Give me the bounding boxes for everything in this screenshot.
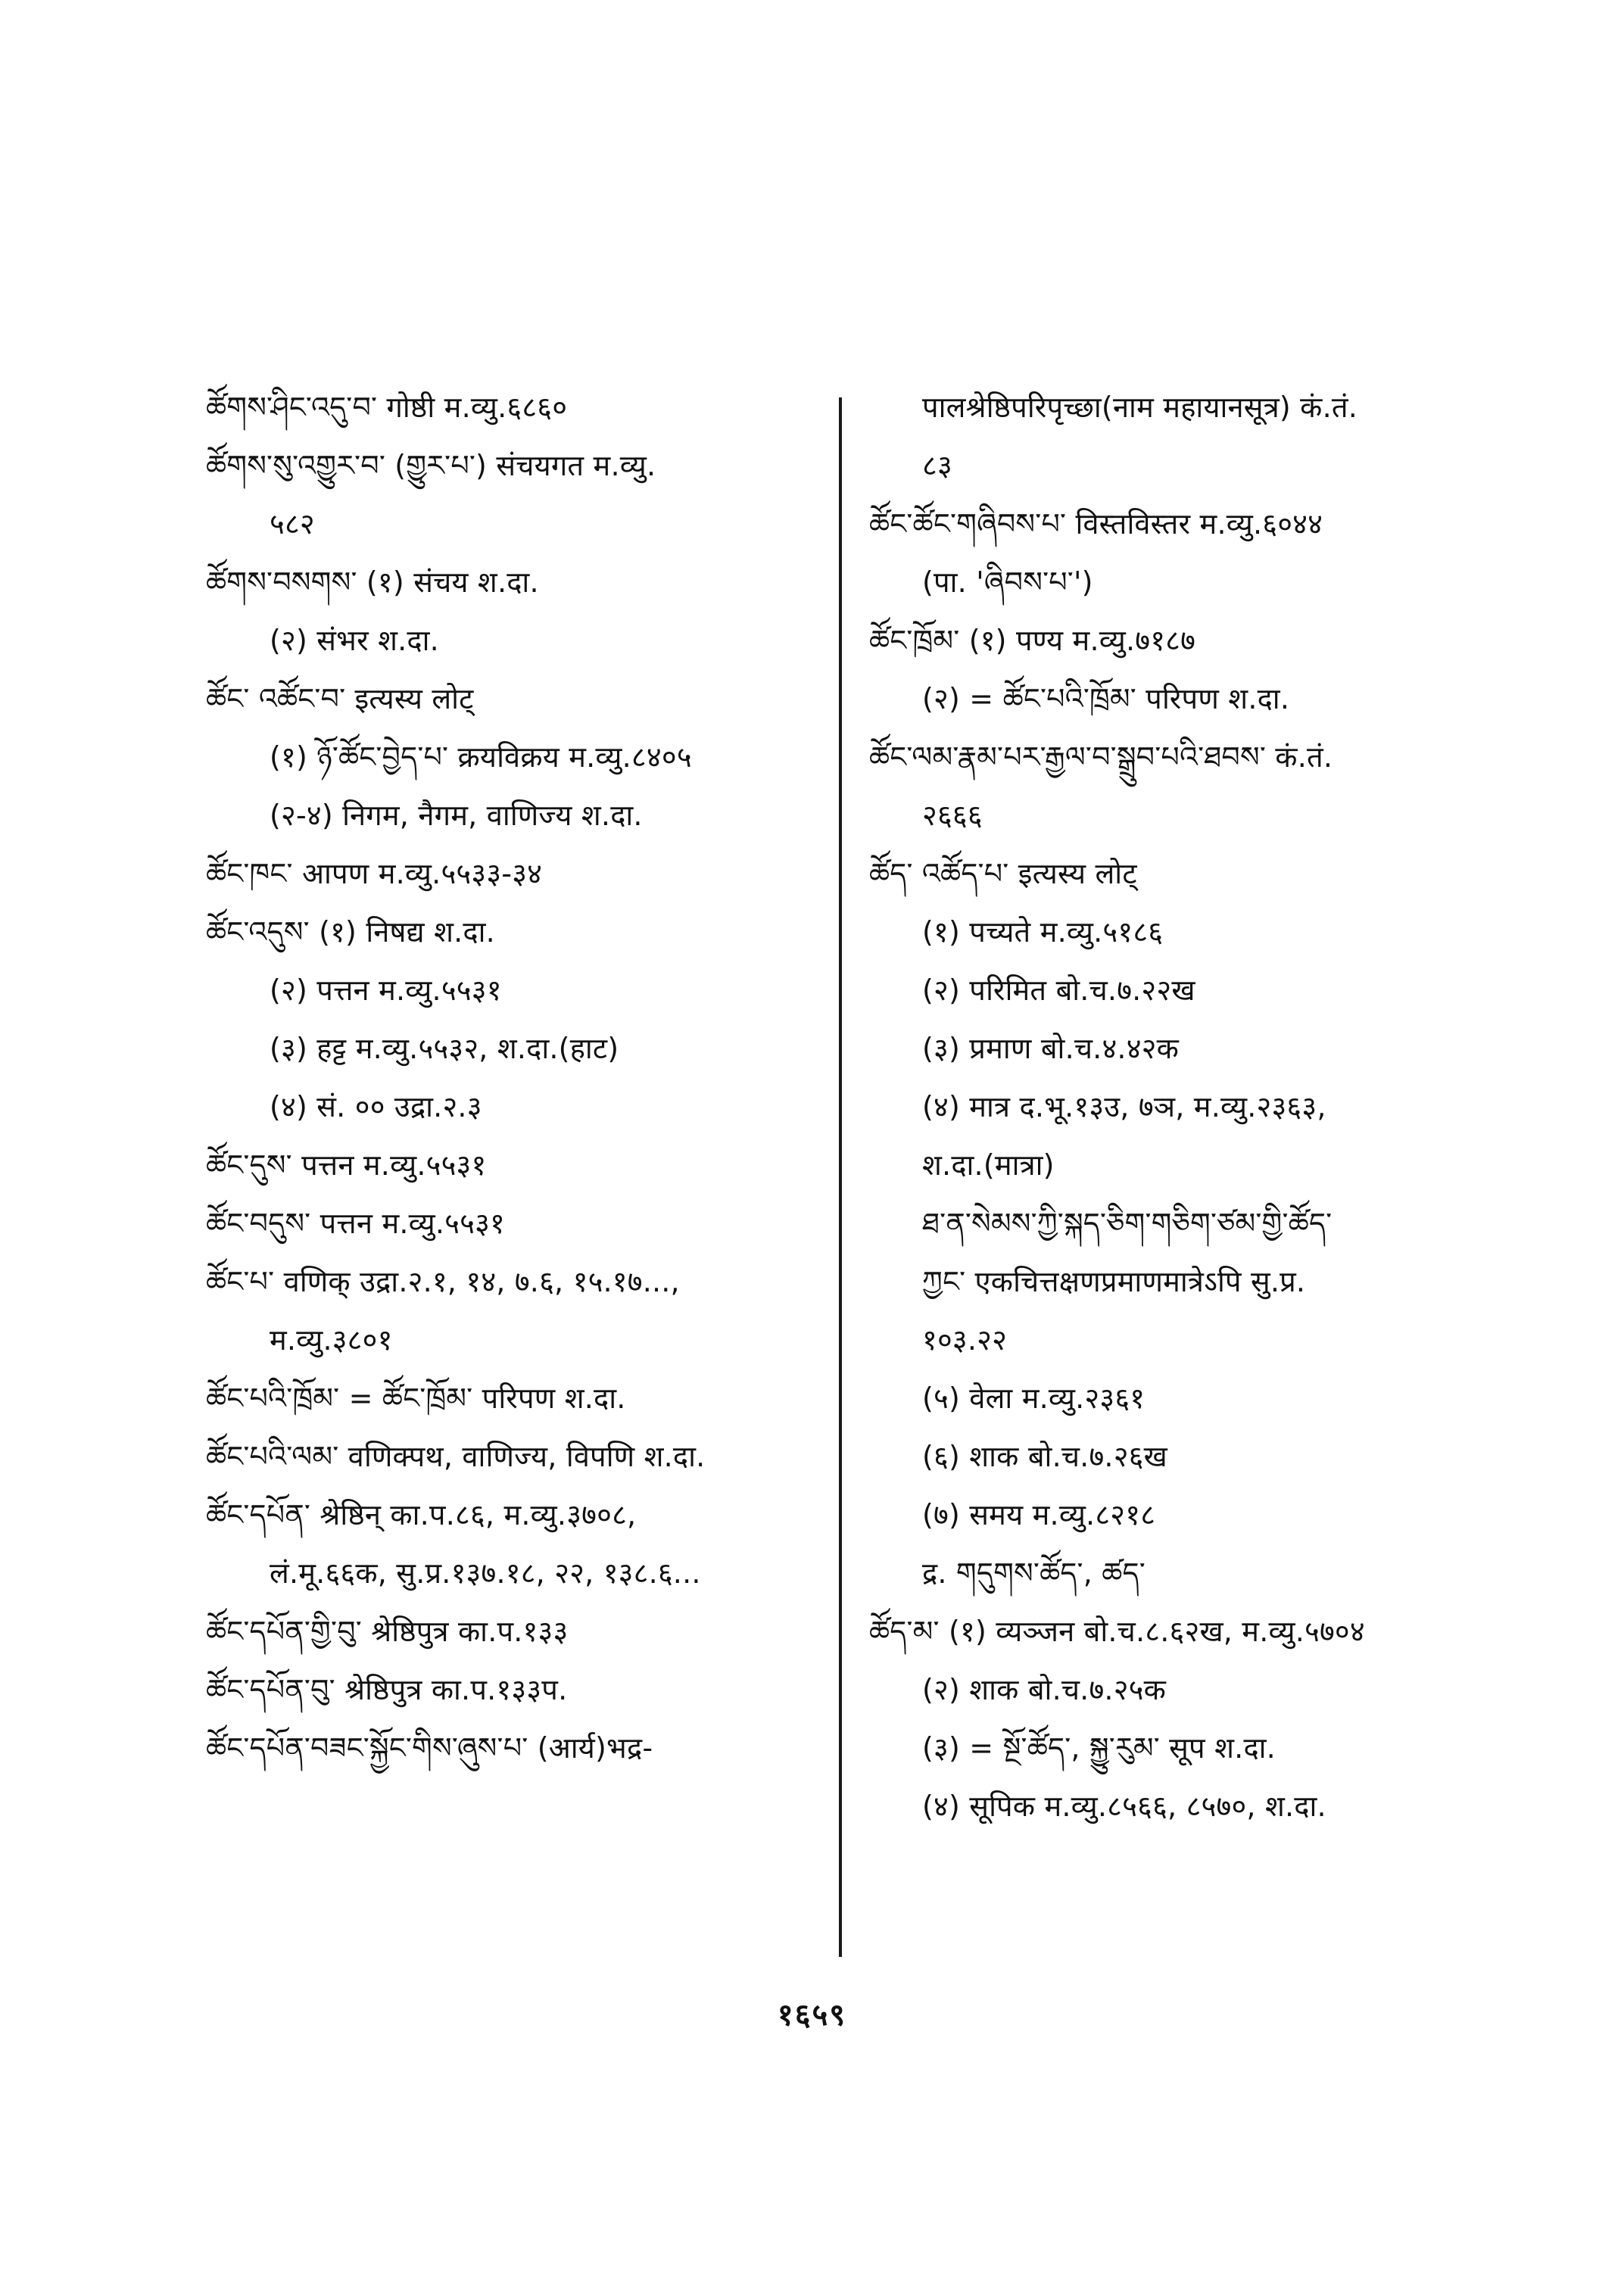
entry-headword-line: ཚོང་དཔོན་གྱི་བུ་ श्रेष्ठिपुत्र का.प.१३३ — [206, 1615, 569, 1648]
entry-subline: श.दा.(मात्रा) — [922, 1148, 1055, 1182]
entry-headword-line: ཚོང་པ་ वणिक् उद्रा.२.१, १४, ७.६, १५.१७..., — [206, 1265, 680, 1298]
column-divider — [839, 397, 842, 1957]
entry-subline: (४) सूपिक म.व्यु.८५६६, ८५७०, श.दा. — [922, 1790, 1326, 1823]
entry-headword-line: ཚོགས་ཤིང་འདུ་བ་ गोष्ठी म.व्यु.६८६० — [206, 391, 568, 424]
entry-subline: ཐ་ན་སེམས་ཀྱི་སྐད་ཅིག་གཅིག་ཙམ་གྱི་ཚོད་ — [922, 1207, 1333, 1240]
entry-subline: (२) संभर श.दा. — [270, 624, 439, 657]
entry-subline: (२) = ཚོང་པའི་ཁྲོམ་ परिपण श.दा. — [922, 682, 1290, 715]
right-column — [869, 379, 1482, 1976]
entry-subline: (५) वेला म.व्यु.२३६१ — [922, 1382, 1146, 1415]
entry-subline: द्र. གདུགས་ཚོད་, ཚད་ — [922, 1556, 1146, 1590]
entry-subline: (३) = སྔོ་ཚོད་, སྐྱུ་རུམ་ सूप श.दा. — [922, 1731, 1276, 1765]
entry-subline: (३) हट्ट म.व्यु.५५३२, श.दा.(हाट) — [270, 1032, 619, 1065]
entry-headword-line: ཚོགས་བསགས་ (१) संचय श.दा. — [206, 565, 539, 599]
entry-subline: (२) शाक बो.च.७.२५क — [922, 1673, 1167, 1706]
entry-headword-line: ཚོང་འདུས་ (१) निषद्य श.दा. — [206, 915, 495, 949]
entry-headword-line: ཚོང་ལམ་རྣམ་པར་རྒྱལ་བ་སྒྲུབ་པའི་ཐབས་ कं.तं. — [869, 740, 1333, 774]
entry-headword-line: ཚོད་ འཚོད་པ་ इत्यस्य लोट् — [869, 857, 1137, 890]
entry-headword-line: ཚོང་ཁྲོམ་ (१) पण्य म.व्यु.७१८७ — [869, 624, 1196, 657]
entry-subline: (७) समय म.व्यु.८२१८ — [922, 1498, 1156, 1531]
entry-headword-line: ཚོགས་སུ་འགྱུར་བ་ (གྱུར་པ་) संचयगत म.व्यु. — [206, 449, 656, 482]
entry-subline: (४) सं. ०० उद्रा.२.३ — [270, 1090, 482, 1123]
entry-subline: ८३ — [922, 449, 952, 482]
entry-subline: पालश्रेष्ठिपरिपृच्छा(नाम महायानसूत्र) कं.तं. — [922, 391, 1357, 424]
entry-subline: (पा. 'ཞིབས་པ་') — [922, 565, 1093, 599]
entry-subline: म.व्यु.३८०१ — [270, 1323, 393, 1357]
entry-subline: (४) मात्र द.भू.१३उ, ७ञ, म.व्यु.२३६३, — [922, 1090, 1326, 1123]
entry-subline: (६) शाक बो.च.७.२६ख — [922, 1440, 1167, 1473]
entry-headword-line: ཚོང་པའི་ཁྲོམ་ = ཚོང་ཁྲོམ་ परिपण श.दा. — [206, 1382, 626, 1415]
entry-headword-line: ཚོང་ འཚོང་བ་ इत्यस्य लोट् — [206, 682, 474, 715]
entry-subline: ५८२ — [270, 507, 315, 541]
entry-headword-line: ཚོད་མ་ (१) व्यञ्जन बो.च.८.६२ख, म.व्यु.५७०४ — [869, 1615, 1365, 1648]
entry-headword-line: ཚོང་དུས་ पत्तन म.व्यु.५५३१ — [206, 1148, 487, 1182]
entry-subline: लं.मू.६६क, सु.प्र.१३७.१८, २२, १३८.६... — [270, 1556, 701, 1590]
entry-headword-line: ཚོང་དཔོན་ श्रेष्ठिन् का.प.८६, म.व्यु.३७०८, — [206, 1498, 637, 1531]
entry-headword-line: ཚོང་ཁང་ आपण म.व्यु.५५३३-३४ — [206, 857, 543, 890]
entry-subline: (१) ཉོ་ཚོང་བྱེད་པ་ क्रयविक्रय म.व्यु.८४०५ — [270, 740, 692, 774]
entry-subline: (२) पत्तन म.व्यु.५५३१ — [270, 974, 502, 1007]
entry-subline: (१) पच्यते म.व्यु.५१८६ — [922, 915, 1164, 949]
entry-headword-line: ཚོང་དཔོན་བཟང་སྐྱོང་གིས་ཞུས་པ་ (आर्य)भद्र- — [206, 1731, 653, 1765]
entry-headword-line: ཚོང་དཔོན་བུ་ श्रेष्ठिपुत्र का.प.१३३प. — [206, 1673, 568, 1706]
entry-headword-line: ཚོང་བདུས་ पत्तन म.व्यु.५५३१ — [206, 1207, 506, 1240]
page-number: १६५९ — [777, 1998, 847, 2033]
entry-subline: ཀྱང་ एकचित्तक्षणप्रमाणमात्रेऽपि सु.प्र. — [922, 1265, 1306, 1298]
entry-headword-line: ཚོང་པའི་ལམ་ वणिक्पथ, वाणिज्य, विपणि श.दा. — [206, 1440, 706, 1473]
left-column — [206, 379, 827, 1976]
entry-subline: २६६६ — [922, 799, 983, 832]
entry-subline: (२-४) निगम, नैगम, वाणिज्य श.दा. — [270, 799, 643, 832]
entry-headword-line: ཚོང་ཚོང་གཞིབས་པ་ विस्तविस्तर म.व्यु.६०४४ — [869, 507, 1323, 541]
entry-subline: (३) प्रमाण बो.च.४.४२क — [922, 1032, 1180, 1065]
entry-subline: (२) परिमित बो.च.७.२२ख — [922, 974, 1195, 1007]
entry-subline: १०३.२२ — [922, 1323, 1008, 1357]
